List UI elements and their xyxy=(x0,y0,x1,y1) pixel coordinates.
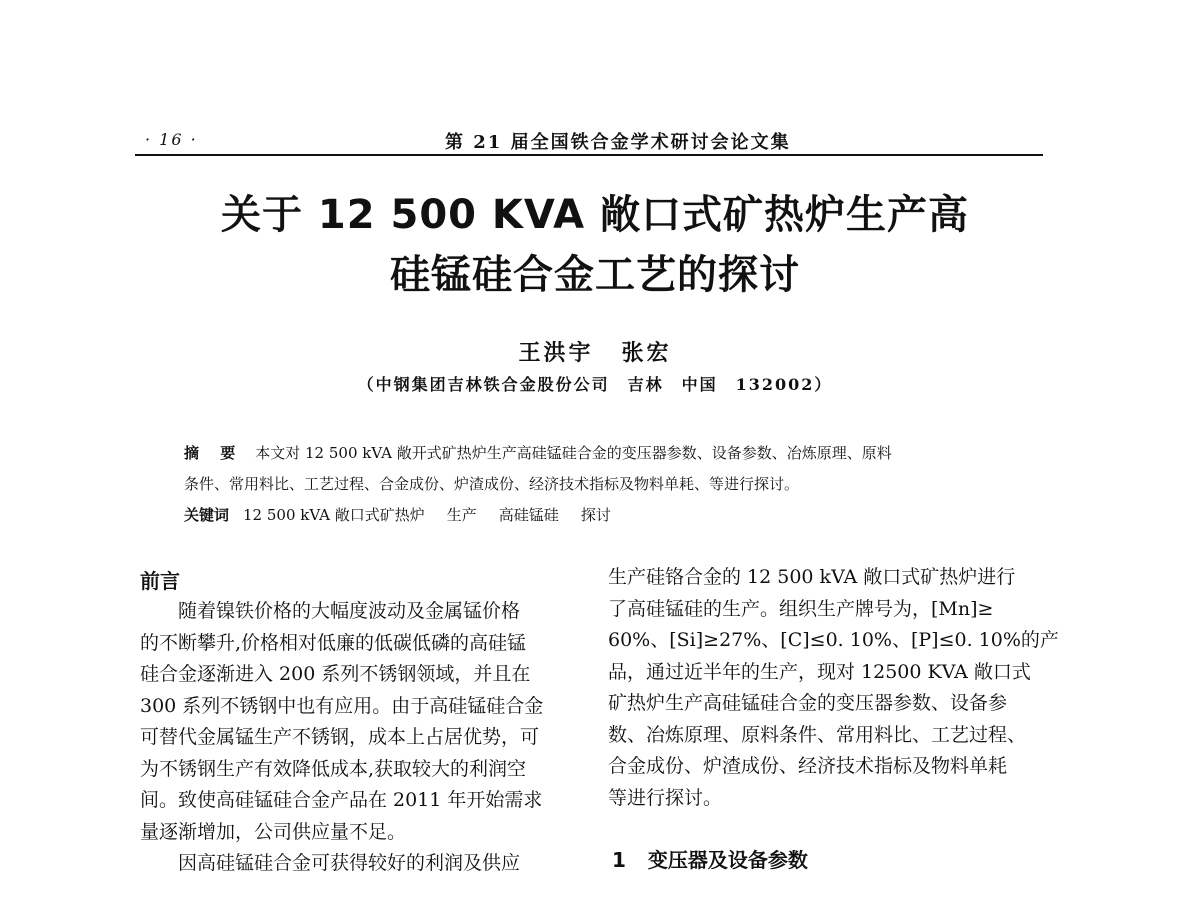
section-title: 变压器及设备参数 xyxy=(647,848,808,872)
body-line: 合金成份、炉渣成份、经济技术指标及物料单耗 xyxy=(608,755,1008,777)
section-1-heading xyxy=(612,844,808,873)
body-line: 的不断攀升,价格相对低廉的低碳低磷的高硅锰 xyxy=(140,631,527,654)
body-line: 矿热炉生产高硅锰硅合金的变压器参数、设备参 xyxy=(608,692,1008,714)
left-column-body xyxy=(140,596,570,880)
keyword: 探讨 xyxy=(580,506,611,524)
author-list xyxy=(130,336,1060,367)
abstract-block xyxy=(184,438,1004,531)
right-column-body xyxy=(608,562,1059,814)
running-header xyxy=(135,126,1043,154)
body-line: 了高硅锰硅的生产。组织生产牌号为，[Mn]≥ xyxy=(608,597,994,620)
keyword: 高硅锰硅 xyxy=(498,506,559,524)
body-line: 生产硅铬合金的 12 500 kVA 敞口式矿热炉进行 xyxy=(608,566,1016,588)
body-line: 间。致使高硅锰硅合金产品在 2011 年开始需求 xyxy=(140,789,543,811)
body-line: 品，通过近半年的生产，现对 12500 KVA 敞口式 xyxy=(608,660,1031,683)
body-line: 硅合金逐渐进入 200 系列不锈钢领域，并且在 xyxy=(140,663,531,685)
paper-title-line-1: 关于 12 500 KVA 敞口式矿热炉生产高 xyxy=(220,192,970,238)
keywords-label: 关键词 xyxy=(184,506,230,524)
body-line: 随着镍铁价格的大幅度波动及金属锰价格 xyxy=(140,600,521,622)
body-line: 可替代金属锰生产不锈钢，成本上占居优势，可 xyxy=(140,726,540,748)
keywords-line xyxy=(184,500,1004,531)
page-number: · 16 · xyxy=(145,130,198,149)
abstract-line: 条件、常用料比、工艺过程、合金成份、炉渣成份、经济技术指标及物料单耗、等进行探讨。 xyxy=(184,475,800,493)
body-line: 量逐渐增加，公司供应量不足。 xyxy=(140,820,407,843)
abstract-label: 摘 要 xyxy=(184,444,244,462)
affiliation: （中钢集团吉林铁合金股份公司 吉林 中国 132002） xyxy=(357,375,833,394)
author-name: 王洪宇 xyxy=(518,340,594,366)
body-line: 数、冶炼原理、原料条件、常用料比、工艺过程、 xyxy=(608,723,1027,746)
journal-title: 第 21 届全国铁合金学术研讨会论文集 xyxy=(445,132,791,153)
keyword: 12 500 kVA 敞口式矿热炉 xyxy=(243,506,425,524)
body-line: 60%、[Si]≥27%、[C]≤0. 10%、[P]≤0. 10%的产 xyxy=(608,629,1059,651)
abstract-line: 本文对 12 500 kVA 敞开式矿热炉生产高硅锰硅合金的变压器参数、设备参数、冶炼原理、原料 xyxy=(255,444,892,462)
body-line: 等进行探讨。 xyxy=(608,786,723,809)
author-name: 张宏 xyxy=(621,340,672,366)
preface-heading: 前言 xyxy=(140,569,180,593)
body-line: 300 系列不锈钢中也有应用。由于高硅锰硅合金 xyxy=(140,694,544,717)
section-number: 1 xyxy=(612,848,626,872)
paper-title-line-2: 硅锰硅合金工艺的探讨 xyxy=(390,252,800,298)
body-line: 因高硅锰硅合金可获得较好的利润及供应 xyxy=(140,852,521,874)
header-rule xyxy=(135,154,1043,156)
body-line: 为不锈钢生产有效降低成本,获取较大的利润空 xyxy=(140,757,527,780)
keyword: 生产 xyxy=(446,506,477,524)
